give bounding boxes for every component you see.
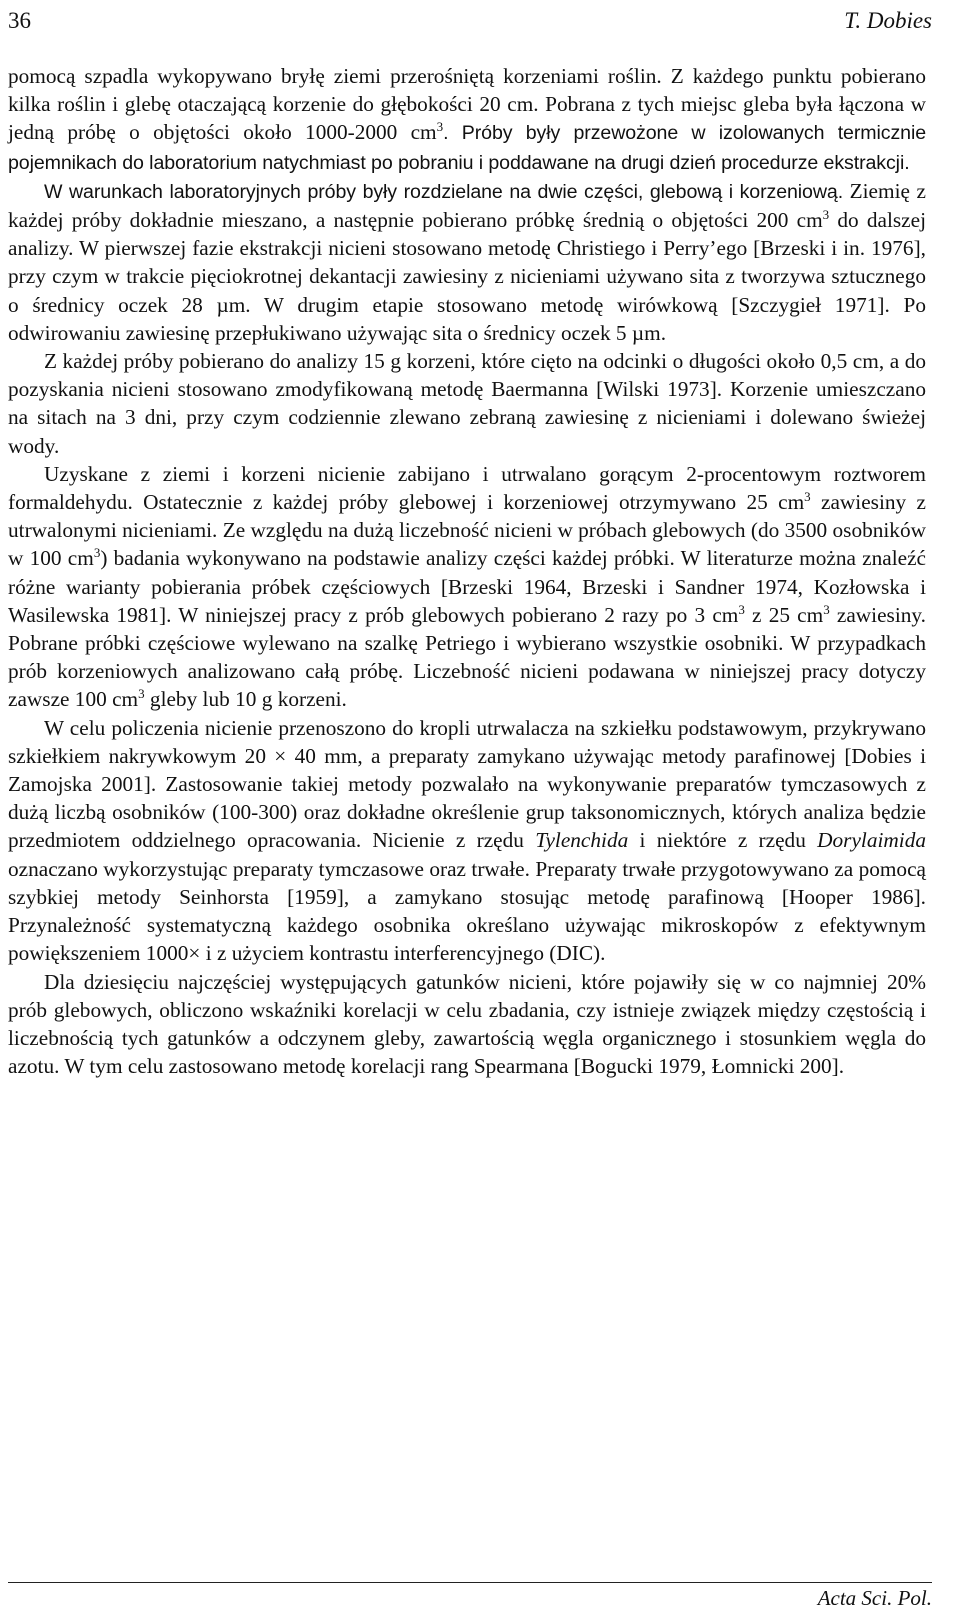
superscript: 3 bbox=[138, 686, 145, 702]
paragraph-text: gleby lub 10 g korzeni. bbox=[144, 687, 347, 712]
paragraph-text: W celu policzenia nicienie przenoszono do kropli utrwalacza na szkiełku podstawowym, przykrywano szkiełkiem nakrywkowym 20 × 40 mm, a preparaty zamykano używając metody parafinowej [Dobies i Zamojska 2001]. Zastosowanie takiej metody pozwalało na wykonywanie preparatów tymczasowych z dużą liczbą osobników (100-300) oraz dokładne określenie grup taksonomicznych, których analiza będzie przedmiotem oddzielnego opracowania. Nicienie z rzędu bbox=[8, 715, 926, 853]
taxon-name: Dorylaimida bbox=[817, 828, 927, 853]
footer-journal-name: Acta Sci. Pol. bbox=[817, 1586, 932, 1610]
paragraph-text: Dla dziesięciu najczęściej występujących gatunków nicieni, które pojawiły się w co najmniej 20% prób glebowych, obliczono wskaźniki korelacji w celu zbadania, czy istnieje związek między częstością i liczebnością tych gatunków a odczynem gleby, zawartością węgla organicznego i stosunkiem węgla do azotu. W tym celu zastosowano metodę korelacji rang Spearmana [Bogucki 1979, Łomnicki 200]. bbox=[8, 969, 926, 1079]
paragraph-text: zawiesiny. Pobrane próbki częściowe wylewano na szalkę Petriego i wybierano wszystkie osobniki. W przypadkach prób korzeniowych analizowano całą próbę. Liczebność nicieni podawana w niniejszej pracy dotyczy zawsze 100 cm bbox=[8, 602, 926, 712]
paragraph-extraction bbox=[8, 177, 926, 347]
superscript: 3 bbox=[822, 207, 830, 223]
paragraph-text: oznaczano wykorzystując preparaty tymczasowe oraz trwałe. Preparaty trwałe przygotowywano za pomocą szybkiej metody Seinhorsta [1959], a zamykano stosując metodę parafinową [Hooper 1986]. Przynależność systematyczną każdego osobnika określano używając mikroskopów z efektywnym powiększeniem 1000× i z użyciem kontrastu interferencyjnego (DIC). bbox=[8, 856, 926, 966]
paragraph-counting bbox=[8, 714, 926, 968]
running-head-author: T. Dobies bbox=[844, 8, 932, 33]
paragraph-text: ) badania wykonywano na podstawie analizy części każdej próbki. W literaturze można znaleźć różne warianty pobierania próbek częściowych [Brzeski 1964, Brzeski i Sandner 1974, Kozłowska i Wasilewska 1981]. W niniejszej pracy z prób glebowych pobierano 2 razy po 3 cm bbox=[8, 546, 926, 627]
paragraph-text: do dalszej analizy. W pierwszej fazie ekstrakcji nicieni stosowano metodę Christiego i Perry’ego [Brzeski i in. 1976], przy czym w trakcie pięciokrotnej dekantacji zawiesiny z nicieniami używano sita z tworzywa sztucznego o średnicy oczek 28 µm. W drugim etapie stosowano metodę wirówkową [Szczygieł 1971]. Po odwirowaniu zawiesinę przepłukiwano używając sita o średnicy oczek 5 µm. bbox=[8, 208, 926, 345]
article-body bbox=[8, 62, 926, 1080]
paragraph-sampling bbox=[8, 62, 926, 177]
paragraph-text: W warunkach laboratoryjnych próby były rozdzielane na dwie części, glebową i korzeniową. bbox=[44, 180, 844, 203]
page-header bbox=[8, 4, 932, 38]
paragraph-text: . Próby były przewożone w izolowanych termicznie pojemnikach do laboratorium natychmiast po pobraniu i poddawane na drugi dzień procedurze ekstrakcji. bbox=[8, 122, 926, 174]
superscript: 3 bbox=[804, 489, 811, 505]
paragraph-text: zawiesiny z utrwalonymi nicieniami. Ze względu na dużą liczebność nicieni w próbach glebowych (do 3500 osobników w 100 cm bbox=[8, 490, 926, 571]
superscript: 3 bbox=[436, 119, 444, 135]
paragraph-text: z 25 cm bbox=[744, 602, 824, 627]
paragraph-text: Z każdej próby pobierano do analizy 15 g korzeni, które cięto na odcinki o długości około 0,5 cm, a do pozyskania nicieni stosowano zmodyfikowaną metodę Baermanna [Wilski 1973]. Korzenie umieszczano na sitach na 3 dni, przy czym codziennie zlewano zebraną zawiesinę z nicieniami i dolewano świeżej wody. bbox=[8, 349, 926, 458]
paragraph-text: Uzyskane z ziemi i korzeni nicienie zabijano i utrwalano gorącym 2-procentowym roztworem formaldehydu. Ostatecznie z każdej próby glebowej i korzeniowej otrzymywano 25 cm bbox=[8, 461, 926, 515]
paragraph-text: pomocą szpadla wykopywano bryłę ziemi przerośniętą korzeniami roślin. Z każdego punktu pobierano kilka roślin i glebę otaczającą korzenie do głębokości 20 cm. Pobrana z tych miejsc gleba była łączona w jedną próbę o objętości około 1000-2000 cm bbox=[8, 64, 926, 145]
paragraph-roots bbox=[8, 347, 926, 460]
taxon-name: Tylenchida bbox=[535, 828, 629, 853]
superscript: 3 bbox=[823, 601, 830, 617]
page-number: 36 bbox=[8, 8, 31, 33]
paragraph-text: Ziemię z każdej próby dokładnie mieszano, a następnie pobierano próbkę średnią o objętości 200 cm bbox=[8, 178, 926, 233]
footer-divider bbox=[8, 1582, 932, 1583]
superscript: 3 bbox=[93, 545, 101, 561]
superscript: 3 bbox=[738, 601, 745, 617]
paragraph-fixation bbox=[8, 460, 926, 714]
paragraph-correlation bbox=[8, 968, 926, 1081]
paragraph-text: i niektóre z rzędu bbox=[628, 828, 818, 853]
